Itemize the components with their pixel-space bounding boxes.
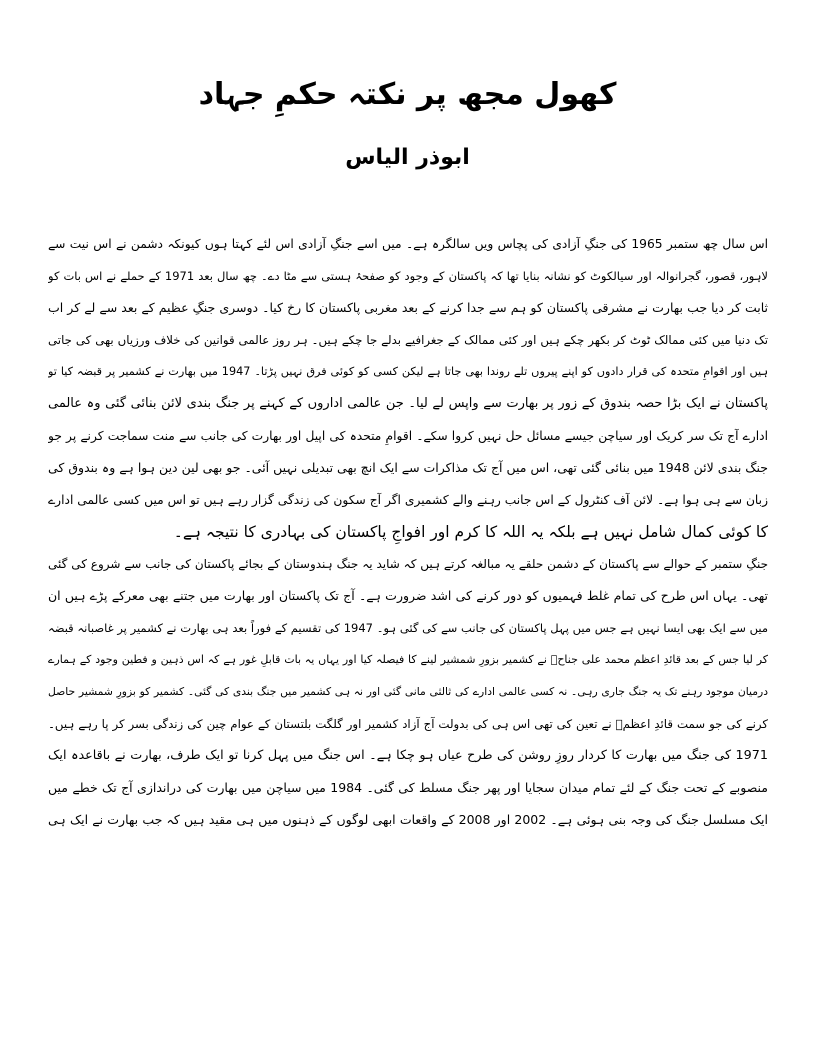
body-line-5: ہیں اور اقوامِ متحدہ کی قرار دادوں کو اپنے پیروں تلے روندا بھی جاتا ہے لیکن کسی کو کوئی فرق نہیں پڑتا۔ 1947 میں بھارت نے کشمیر پر قبضہ کیا تو — [48, 365, 768, 378]
body-line-10: کا کوئی کمال شامل نہیں ہے بلکہ یہ اللہ کا کرم اور افواجِ پاکستان کی بہادری کا نتیجہ ہے۔ — [173, 523, 768, 541]
body-line-16: کرنے کی جو سمت قائدِ اعظمؒ نے تعین کی تھی اس ہی کی بدولت آج آزاد کشمیر اور گلگت بلتستان کے عوام چین کی زندگی بسر کر پا رہے ہیں۔ — [48, 717, 768, 731]
body-line-3: ثابت کر دیا جب بھارت نے مشرقی پاکستان کو ہم سے جدا کرنے کے بعد مغربی پاکستان کا رخ کیا۔ دوسری جنگِ عظیم کے بعد سے لے کر اب — [48, 300, 768, 315]
article-body — [48, 228, 768, 836]
body-line-2: لاہور، قصور، گجرانوالہ اور سیالکوٹ کو نشانہ بنایا تھا کہ پاکستان کے وجود کو صفحۂ ہستی سے مٹا دے۔ چھ سال بعد 1971 کے حملے نے اس بات کو — [48, 269, 768, 283]
body-line-1: اس سال چھ ستمبر 1965 کی جنگِ آزادی کی پچاس ویں سالگرہ ہے۔ میں اسے جنگِ آزادی اس لئے کہتا ہوں کیونکہ دشمن نے اس نیت سے — [48, 237, 768, 251]
body-line-4: تک دنیا میں کئی ممالک ٹوٹ کر بکھر چکے ہیں اور کئی ممالک کے جغرافیے بدلے جا چکے ہیں۔ ہر روز عالمی قوانین کی خلاف ورزیاں بھی کی جاتی — [48, 333, 768, 347]
body-line-12: تھی۔ یہاں اس طرح کی تمام غلط فہمیوں کو دور کرنے کی اشد ضرورت ہے۔ آج تک پاکستان اور بھارت میں جتنے بھی معرکے پڑے ہیں ان — [48, 588, 768, 603]
body-line-18: منصوبے کے تحت جنگ کے لئے تمام میدان سجایا اور پھر جنگ مسلط کی گئی۔ 1984 میں سیاچن میں بھارت کی دراندازی آج تک خطے میں — [48, 780, 768, 795]
body-line-7: ادارے آج تک سر کریک اور سیاچن جیسے مسائل حل نہیں کروا سکے۔ اقوامِ متحدہ کی اپیل اور بھارت کی جانب سے منت سماجت کرنے پر جو — [48, 429, 768, 443]
body-line-13: میں سے ایک بھی ایسا نہیں ہے جس میں پہل پاکستان کی جانب سے کی گئی ہو۔ 1947 کی تقسیم کے فوراً بعد ہی بھارت نے کشمیر پر غاصبانہ قبضہ — [48, 621, 768, 635]
body-line-15: درمیان موجود رہنے تک یہ جنگ جاری رہی۔ نہ کسی عالمی ادارے کی ثالثی مانی گئی اور نہ ہی کشمیر میں جنگ بندی کی گئی۔ کشمیر کو بزورِ شمشیر حاصل — [48, 685, 768, 698]
body-line-8: جنگ بندی لائن 1948 میں بنائی گئی تھی، اس میں آج تک مذاکرات سے ایک انچ بھی تبدیلی نہیں آئی۔ جو بھی لین دین ہوا ہے وہ بندوق کی — [48, 460, 768, 475]
body-line-9: زبان سے ہی ہوا ہے۔ لائن آف کنٹرول کے اس جانب رہنے والے کشمیری اگر آج سکون کی زندگی گزار رہے ہیں تو اس میں کسی عالمی ادارے — [48, 493, 768, 507]
body-line-11: جنگِ ستمبر کے حوالے سے پاکستان کے دشمن حلقے یہ مبالغہ کرتے ہیں کہ شاید یہ جنگ ہندوستان کے بجائے پاکستان کی جانب سے شروع کی گئی — [48, 557, 768, 571]
body-line-19: ایک مسلسل جنگ کی وجہ بنی ہوئی ہے۔ 2002 اور 2008 کے واقعات ابھی لوگوں کے ذہنوں میں ہی مقید ہیں کہ جب بھارت نے ایک ہی — [48, 812, 768, 827]
body-line-14: کر لیا جس کے بعد قائدِ اعظم محمد علی جناحؒ نے کشمیر بزورِ شمشیر لینے کا فیصلہ کیا اور یہاں یہ بات قابلِ غور ہے کہ اس ذہین و فطین وجود کے ہمارے — [48, 653, 768, 666]
article-title: کھول مجھ پر نکتہ حکمِ جہاد — [198, 77, 617, 112]
body-line-6: پاکستان نے ایک بڑا حصہ بندوق کے زور پر بھارت سے واپس لے لیا۔ جن عالمی اداروں کے کہنے پر جنگ بندی لائن بنائی گئی وہ عالمی — [48, 396, 768, 411]
article-author: ابوذر الیاس — [345, 145, 470, 170]
body-line-17: 1971 کی جنگ میں بھارت کا کردار روزِ روشن کی طرح عیاں ہو چکا ہے۔ اس جنگ میں پہل کرنا تو ایک طرف، بھارت نے باقاعدہ ایک — [48, 748, 768, 763]
